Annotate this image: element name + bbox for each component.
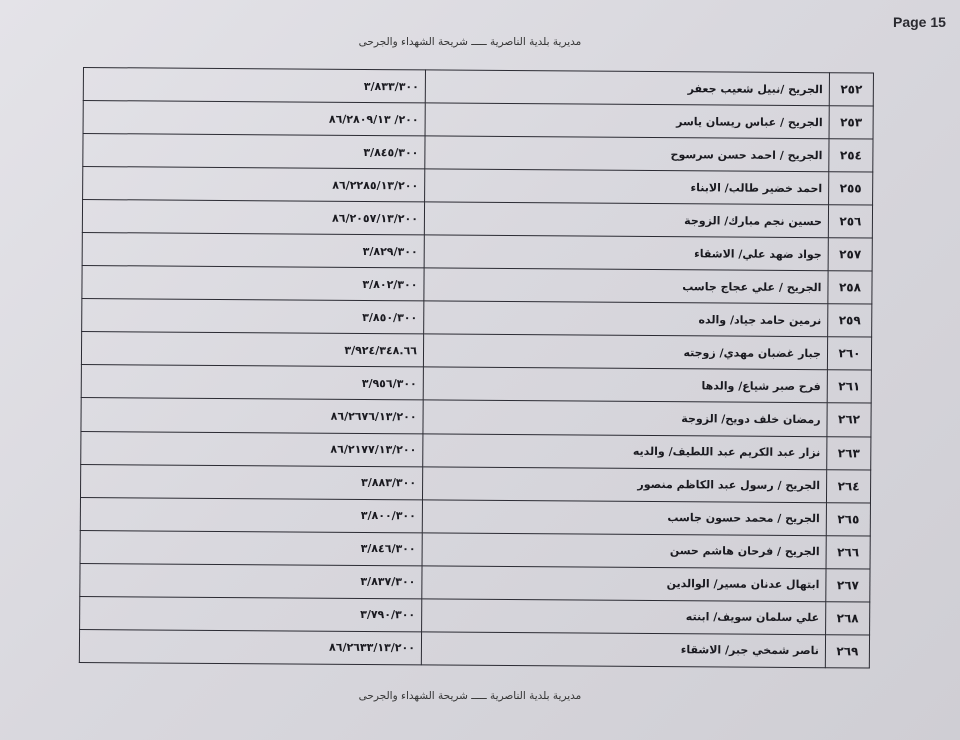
- name-cell: الجريح / عباس ريسان ياسر: [425, 103, 829, 139]
- row-number-cell: ٢٥٥: [829, 172, 873, 205]
- table-row: [83, 134, 873, 173]
- table-row: [81, 431, 871, 470]
- table-row: [82, 266, 872, 305]
- name-cell: نرمين حامد جياد/ والده: [424, 301, 828, 337]
- name-cell: جواد ضهد علي/ الاشقاء: [424, 235, 828, 271]
- value-cell: ٨٦/٢٦٧٦/١٣/٢٠٠: [81, 398, 423, 433]
- page-footer: مديرية بلدية الناصرية ـــــ شريحة الشهداء والجرحى: [358, 690, 582, 702]
- records-table-body: [79, 68, 873, 669]
- name-cell: جبار غضبان مهدي/ زوجته: [423, 334, 827, 370]
- value-cell: ٣/٨٠٠/٣٠٠: [80, 497, 422, 532]
- name-cell: الجريح / رسول عبد الكاظم منصور: [422, 466, 826, 502]
- row-number-cell: ٢٦٢: [827, 403, 871, 436]
- value-cell: ٨٦/٢٢٨٥/١٣/٢٠٠: [83, 167, 425, 202]
- row-number-cell: ٢٦٦: [826, 535, 870, 568]
- row-number-cell: ٢٦٧: [826, 568, 870, 601]
- name-cell: الجريح / علي عجاج جاسب: [424, 268, 828, 304]
- row-number-cell: ٢٦٩: [825, 634, 869, 668]
- table-row: [83, 167, 873, 206]
- row-number-cell: ٢٦٥: [826, 502, 870, 535]
- records-table-wrapper: [79, 67, 873, 669]
- table-row: [82, 200, 872, 239]
- row-number-cell: ٢٥٢: [829, 73, 873, 106]
- row-number-cell: ٢٥٤: [829, 139, 873, 172]
- value-cell: ٣/٨٣٧/٣٠٠: [80, 563, 422, 598]
- table-row: [81, 365, 871, 404]
- name-cell: رمضان خلف دويح/ الزوجة: [423, 400, 827, 436]
- name-cell: فرح صبر شياع/ والدها: [423, 367, 827, 403]
- row-number-cell: ٢٦٨: [826, 601, 870, 634]
- name-cell: احمد خضير طالب/ الابناء: [425, 169, 829, 205]
- row-number-cell: ٢٥٦: [828, 205, 872, 238]
- value-cell: ٢٠٠/ ٨٦/٢٨٠٩/١٣: [83, 101, 425, 136]
- table-row: [79, 629, 869, 668]
- name-cell: ابتهال عدنان مسير/ الوالدين: [422, 566, 826, 602]
- value-cell: ٣/٩٢٤/٣٤٨.٦٦: [81, 332, 423, 367]
- value-cell: ٣/٨٨٣/٣٠٠: [80, 464, 422, 499]
- value-cell: ٣/٧٩٠/٣٠٠: [80, 596, 422, 631]
- page-number: Page 15: [893, 14, 946, 30]
- name-cell: علي سلمان سويف/ ابنته: [422, 599, 826, 635]
- table-row: [82, 233, 872, 272]
- value-cell: ٣/٨٠٢/٣٠٠: [82, 266, 424, 301]
- row-number-cell: ٢٥٧: [828, 238, 872, 271]
- table-row: [82, 299, 872, 338]
- row-number-cell: ٢٥٨: [828, 271, 872, 304]
- page-header: مديرية بلدية الناصرية ـــــ شريحة الشهداء والجرحى: [358, 36, 582, 48]
- value-cell: ٨٦/٢١٧٧/١٣/٢٠٠: [81, 431, 423, 466]
- table-row: [80, 497, 870, 536]
- value-cell: ٨٦/٢٠٥٧/١٣/٢٠٠: [82, 200, 424, 235]
- table-row: [83, 101, 873, 140]
- table-row: [80, 530, 870, 569]
- name-cell: ناصر شمخي جبر/ الاشقاء: [421, 632, 825, 668]
- name-cell: حسين نجم مبارك/ الزوجة: [424, 202, 828, 238]
- table-row: [80, 596, 870, 635]
- row-number-cell: ٢٥٩: [828, 304, 872, 337]
- name-cell: الجريح / فرحان هاشم حسن: [422, 533, 826, 569]
- row-number-cell: ٢٦١: [827, 370, 871, 403]
- row-number-cell: ٢٥٣: [829, 106, 873, 139]
- row-number-cell: ٢٦٣: [827, 436, 871, 469]
- value-cell: ٣/٨٤٦/٣٠٠: [80, 530, 422, 565]
- table-row: [81, 332, 871, 371]
- value-cell: ٣/٨٥٠/٣٠٠: [82, 299, 424, 334]
- name-cell: الجريح / احمد حسن سرسوح: [425, 136, 829, 172]
- records-table: [79, 67, 874, 669]
- value-cell: ٨٦/٢٦٣٣/١٣/٢٠٠: [79, 629, 421, 665]
- name-cell: نزار عبد الكريم عبد اللطيف/ والديه: [423, 433, 827, 469]
- table-row: [80, 563, 870, 602]
- row-number-cell: ٢٦٤: [826, 469, 870, 502]
- value-cell: ٣/٩٥٦/٣٠٠: [81, 365, 423, 400]
- name-cell: الجريح /نبيل شعيب جعفر: [425, 70, 829, 106]
- value-cell: ٣/٨٣٣/٣٠٠: [83, 68, 425, 103]
- table-row: [80, 464, 870, 503]
- value-cell: ٣/٨٢٩/٣٠٠: [82, 233, 424, 268]
- value-cell: ٣/٨٤٥/٣٠٠: [83, 134, 425, 169]
- table-row: [81, 398, 871, 437]
- name-cell: الجريح / محمد حسون جاسب: [422, 499, 826, 535]
- row-number-cell: ٢٦٠: [827, 337, 871, 370]
- table-row: [83, 68, 873, 107]
